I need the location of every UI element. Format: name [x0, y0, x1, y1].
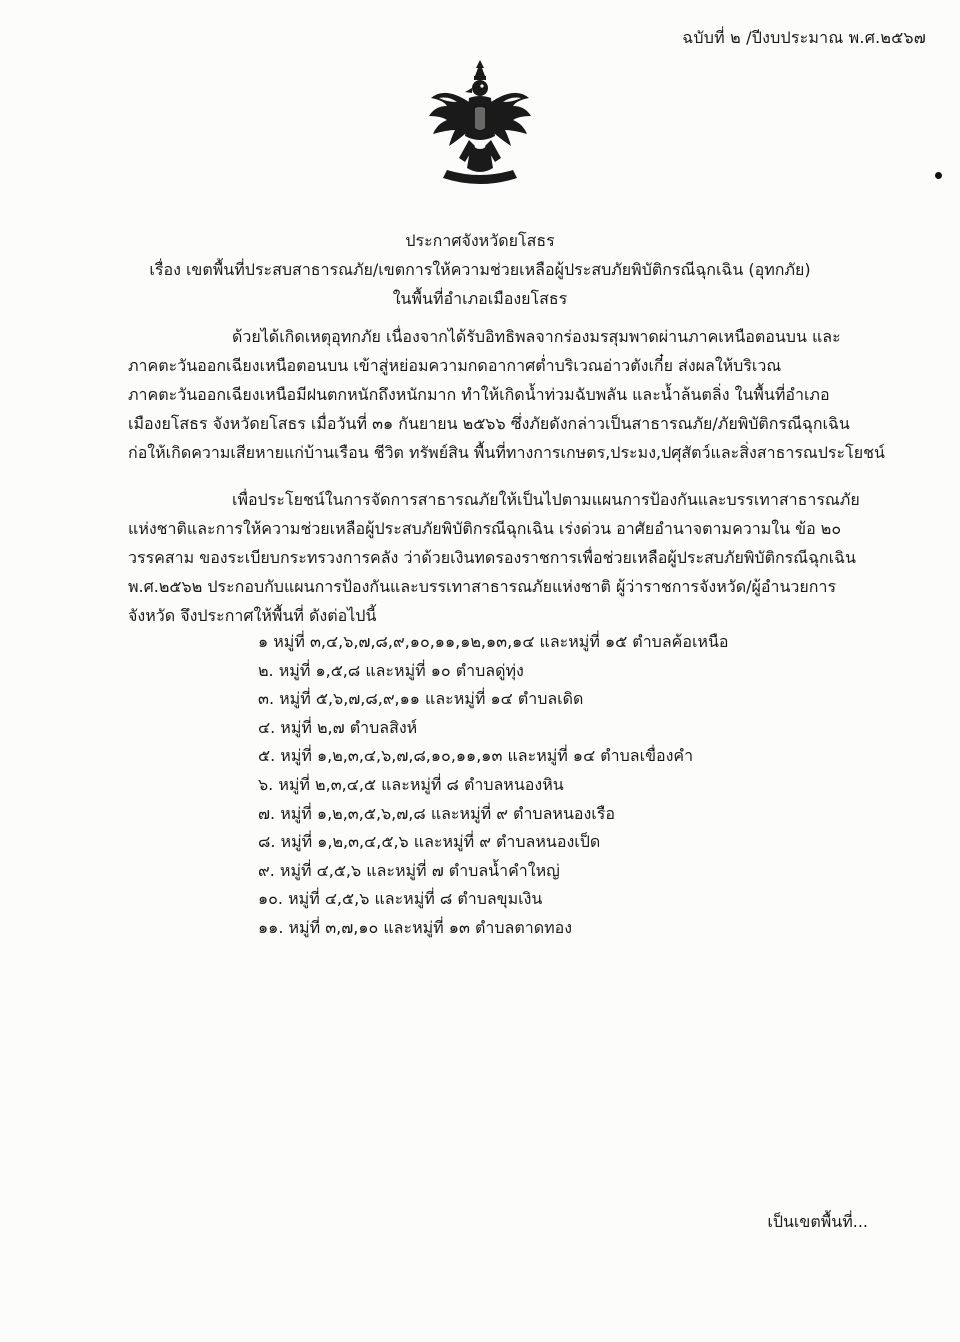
- paragraph-line: ภาคตะวันออกเฉียงเหนือมีฝนตกหนักถึงหนักมาก ทำให้เกิดน้ำท่วมฉับพลัน และน้ำล้นตลิ่ง ในพื้นที่อำเภอ: [128, 385, 830, 404]
- scan-dot: [935, 172, 942, 179]
- list-item: ๑๑. หมู่ที่ ๓,๗,๑๐ และหมู่ที่ ๑๓ ตำบลตาดทอง: [258, 917, 573, 937]
- paragraph-line: แห่งชาติและการให้ความช่วยเหลือผู้ประสบภัยพิบัติกรณีฉุกเฉิน เร่งด่วน อาศัยอำนาจตามความใน ข้อ ๒๐: [128, 519, 842, 538]
- paragraph-line: เมืองยโสธร จังหวัดยโสธร เมื่อวันที่ ๓๑ กันยายน ๒๕๖๖ ซึ่งภัยดังกล่าวเป็นสาธารณภัย/ภัยพิบัติกรณีฉุกเฉิน: [128, 414, 850, 433]
- list-item: ๖. หมู่ที่ ๒,๓,๔,๕ และหมู่ที่ ๘ ตำบลหนองหิน: [258, 774, 564, 794]
- list-item: ๗. หมู่ที่ ๑,๒,๓,๕,๖,๗,๘ และหมู่ที่ ๙ ตำบลหนองเรือ: [258, 803, 615, 823]
- paragraph-line: ภาคตะวันออกเฉียงเหนือตอนบน เข้าสู่หย่อมความกดอากาศต่ำบริเวณอ่าวตังเกี๋ย ส่งผลให้บริเวณ: [128, 356, 782, 375]
- list-item: ๒. หมู่ที่ ๑,๕,๘ และหมู่ที่ ๑๐ ตำบลดู่ทุ่ง: [258, 660, 524, 680]
- continuation-text: เป็นเขตพื้นที่...: [767, 1212, 868, 1231]
- paragraph-authority: [128, 485, 868, 630]
- paragraph-line: ก่อให้เกิดความเสียหายแก่บ้านเรือน ชีวิต ทรัพย์สิน พื้นที่ทางการเกษตร,ประมง,ปศุสัตว์และสิ่งสาธารณประโยชน์: [128, 443, 885, 462]
- announcement-title: ประกาศจังหวัดยโสธร: [405, 231, 555, 250]
- list-item: ๕. หมู่ที่ ๑,๒,๓,๔,๖,๗,๘,๑๐,๑๑,๑๓ และหมู่ที่ ๑๔ ตำบลเขื่องคำ: [258, 746, 694, 766]
- paragraph-incident: [128, 322, 885, 467]
- announcement-header: [0, 226, 960, 313]
- list-item: ๓. หมู่ที่ ๕,๖,๗,๘,๙,๑๑ และหมู่ที่ ๑๔ ตำบลเดิด: [258, 689, 584, 709]
- list-item: ๔. หมู่ที่ ๒,๗ ตำบลสิงห์: [258, 717, 418, 737]
- paragraph-line: วรรคสาม ของระเบียบกระทรวงการคลัง ว่าด้วยเงินทดรองราชการเพื่อช่วยเหลือผู้ประสบภัยพิบัติกรณีฉุกเฉิน: [128, 548, 856, 567]
- list-item: ๑๐. หมู่ที่ ๔,๕,๖ และหมู่ที่ ๘ ตำบลขุมเงิน: [258, 889, 543, 909]
- paragraph-line: ด้วยได้เกิดเหตุอุทกภัย เนื่องจากได้รับอิทธิพลจากร่องมรสุมพาดผ่านภาคเหนือตอนบน และ: [232, 327, 841, 346]
- paragraph-line: จังหวัด จึงประกาศให้พื้นที่ ดังต่อไปนี้: [128, 606, 377, 625]
- list-item: ๘. หมู่ที่ ๑,๒,๓,๔,๕,๖ และหมู่ที่ ๙ ตำบลหนองเป็ด: [258, 832, 601, 852]
- paragraph-line: พ.ศ.๒๕๖๒ ประกอบกับแผนการป้องกันและบรรเทาสาธารณภัยแห่งชาติ ผู้ว่าราชการจังหวัด/ผู้อำนวยการ: [128, 577, 837, 596]
- document-number: ฉบับที่ ๒ /ปีงบประมาณ พ.ศ.๒๕๖๗: [682, 28, 926, 47]
- affected-areas-list: [258, 628, 729, 943]
- list-item: ๙. หมู่ที่ ๔,๕,๖ และหมู่ที่ ๗ ตำบลน้ำคำใหญ่: [258, 860, 560, 880]
- announcement-subject: เรื่อง เขตพื้นที่ประสบสาธารณภัย/เขตการให้ความช่วยเหลือผู้ประสบภัยพิบัติกรณีฉุกเฉิน (อุทกภัย): [149, 260, 811, 279]
- announcement-area: ในพื้นที่อำเภอเมืองยโสธร: [392, 289, 568, 308]
- paragraph-line: เพื่อประโยชน์ในการจัดการสาธารณภัยให้เป็นไปตามแผนการป้องกันและบรรเทาสาธารณภัย: [232, 490, 860, 509]
- garuda-emblem-icon: [425, 58, 535, 190]
- list-item: ๑ หมู่ที่ ๓,๔,๖,๗,๘,๙,๑๐,๑๑,๑๒,๑๓,๑๔ และหมู่ที่ ๑๕ ตำบลค้อเหนือ: [258, 632, 729, 651]
